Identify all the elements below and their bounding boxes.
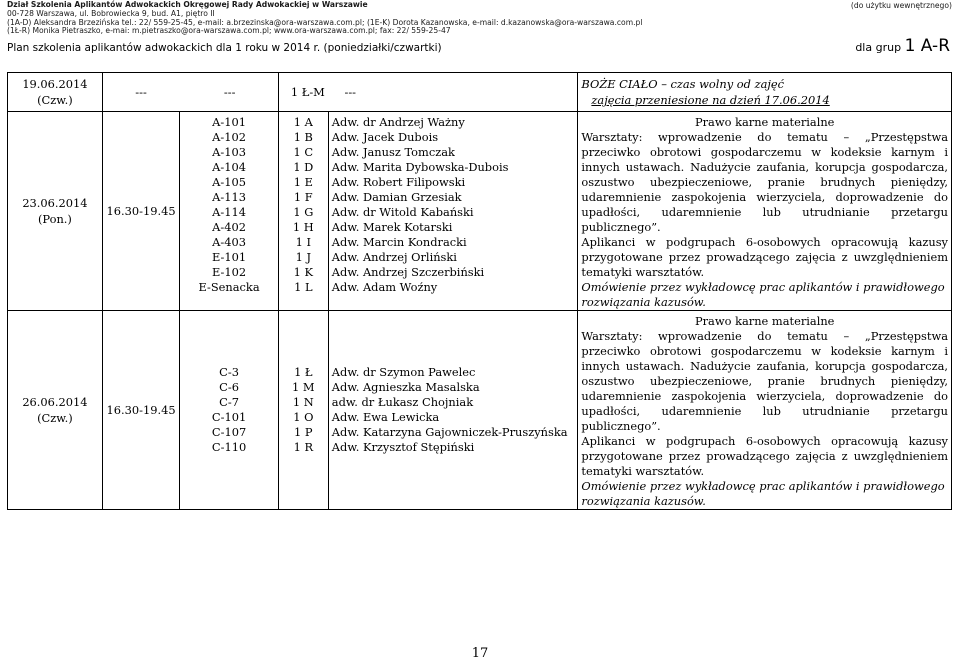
room: C-3 (219, 365, 239, 379)
lecturer: Adw. Robert Filipowski (331, 175, 466, 189)
group: 1 Ł (294, 365, 313, 379)
room: E-Senacka (198, 280, 260, 294)
office-header-line: (1Ł-R) Monika Pietraszko, e-mai: m.pietraszko@ora-warszawa.com.pl; www.ora-warszawa.com.pl; fax: 22/ 559-25-47 (7, 26, 451, 36)
lecturer: Adw. Ewa Lewicka (331, 410, 440, 424)
room: C-110 (211, 440, 247, 454)
topic-task: Aplikanci w podgrupach 6-osobowych opracowują kazusy przygotowane przez prowadzącego zajęcia z uwzględnieniem tematyki warsztatów. (581, 434, 948, 478)
group: 1 P (294, 425, 313, 439)
topic-cell (578, 311, 952, 510)
lecturer: Adw. Marcin Kondracki (331, 235, 467, 249)
time-room-cell (102, 73, 278, 112)
room: C-6 (219, 380, 239, 394)
group-label-value: 1 A-R (904, 36, 950, 56)
group: 1 H (292, 220, 314, 234)
group: 1 N (292, 395, 314, 409)
lecturer: Adw. Andrzej Orliński (331, 250, 457, 264)
room: C-107 (211, 425, 247, 439)
lecturer: Adw. Krzysztof Stępiński (331, 440, 475, 454)
lecturer: Adw. Damian Grzesiak (331, 190, 462, 204)
room: A-403 (212, 235, 246, 249)
lecturer: adw. dr Łukasz Chojniak (331, 395, 474, 409)
page-number: 17 (471, 646, 489, 661)
group: 1 O (293, 410, 314, 424)
lecturer: Adw. Marek Kotarski (331, 220, 453, 234)
lecturer: Adw. Marita Dybowska-Dubois (331, 160, 509, 174)
holiday-cell (578, 73, 952, 112)
topic-note: Omówienie przez wykładowcę prac aplikantów i prawidłowego rozwiązania kazusów. (581, 280, 945, 309)
room: A-402 (212, 220, 246, 234)
groups-cell (278, 311, 328, 510)
schedule-row (8, 311, 952, 510)
room: A-105 (212, 175, 246, 189)
group: 1 M (292, 380, 315, 394)
time-cell: 16.30-19.45 (102, 112, 179, 311)
lecturers-cell (328, 112, 578, 311)
lecturer: Adw. Katarzyna Gajowniczek-Pruszyńska (331, 425, 568, 439)
office-header (7, 1, 642, 36)
date-cell (8, 73, 103, 112)
room: A-114 (212, 205, 246, 219)
lecturer: Adw. Agnieszka Masalska (331, 380, 480, 394)
rooms-cell (180, 112, 279, 311)
weekday: (Czw.) (37, 93, 73, 107)
lecturer: Adw. dr Szymon Pawelec (331, 365, 476, 379)
lecturer-placeholder: --- (344, 85, 357, 99)
topic-description: Warsztaty: wprowadzenie do tematu – „Przestępstwa przeciwko obrotowi gospodarczemu w kodeksie karnym i innych ustawach. Nadużycie zaufania, korupcja gospodarcza, oszustwo ubezpieczeniowe, pranie brudnych pieniędzy, udaremnienie zaspokojenia wierzyciela, doprowadzenie do upadłości, udaremnienie lub utrudnianie przetargu publicznego”. (581, 130, 948, 234)
room: A-113 (212, 190, 246, 204)
group: 1 E (293, 175, 313, 189)
room: A-102 (212, 130, 246, 144)
plan-title: Plan szkolenia aplikantów adwokackich dla 1 roku w 2014 r. (poniedziałki/czwartki) (7, 42, 442, 54)
date: 19.06.2014 (22, 77, 88, 91)
schedule-row (8, 112, 952, 311)
lecturer: Adw. Janusz Tomczak (331, 145, 455, 159)
room-placeholder: --- (223, 85, 236, 99)
lecturer: Adw. Andrzej Szczerbiński (331, 265, 485, 279)
office-header-line: 00-728 Warszawa, ul. Bobrowiecka 9, bud. A1, piętro II (7, 8, 215, 18)
weekday: (Czw.) (37, 411, 73, 425)
room: A-101 (212, 115, 246, 129)
topic-title: Prawo karne materialne (694, 314, 835, 328)
group: 1 K (293, 265, 314, 279)
room: E-101 (212, 250, 247, 264)
date-cell (8, 112, 103, 311)
group: 1 D (293, 160, 314, 174)
time-cell: 16.30-19.45 (102, 311, 179, 510)
room: C-101 (211, 410, 247, 424)
group: 1 C (293, 145, 314, 159)
office-header-line: (1A-D) Aleksandra Brzezińska tel.: 22/ 559-25-45, e-mail: a.brzezinska@ora-warszawa.com.pl; (1E-K) Dorota Kazanowska, e-mail: d.kazanowska@ora-warszawa.com.pl (7, 17, 643, 27)
lecturers-cell (328, 311, 578, 510)
groups-cell (278, 112, 328, 311)
internal-use-note: (do użytku wewnętrznego) (850, 1, 952, 10)
room: C-7 (219, 395, 239, 409)
lecturer: Adw. Jacek Dubois (331, 130, 439, 144)
group: 1 R (293, 440, 314, 454)
date: 26.06.2014 (22, 395, 88, 409)
topic-description: Warsztaty: wprowadzenie do tematu – „Przestępstwa przeciwko obrotowi gospodarczemu w kodeksie karnym i innych ustawach. Nadużycie zaufania, korupcja gospodarcza, oszustwo ubezpieczeniowe, pranie brudnych pieniędzy, udaremnienie zaspokojenia wierzyciela, doprowadzenie do upadłości, udaremnienie lub utrudnianie przetargu publicznego”. (581, 329, 948, 433)
room: A-103 (212, 145, 246, 159)
group: 1 G (293, 205, 314, 219)
topic-task: Aplikanci w podgrupach 6-osobowych opracowują kazusy przygotowane przez prowadzącego zajęcia z uwzględnieniem tematyki warsztatów. (581, 235, 948, 279)
group: 1 B (293, 130, 313, 144)
group-label (855, 36, 950, 56)
topic-title: Prawo karne materialne (694, 115, 835, 129)
group: 1 A (293, 115, 313, 129)
room: E-102 (212, 265, 247, 279)
lecturer: Adw. Adam Woźny (331, 280, 438, 294)
group: 1 F (293, 190, 313, 204)
topic-note: Omówienie przez wykładowcę prac aplikantów i prawidłowego rozwiązania kazusów. (581, 479, 945, 508)
holiday-title: BOŻE CIAŁO – czas wolny od zajęć (581, 77, 785, 91)
group: 1 L (294, 280, 313, 294)
room: A-104 (212, 160, 246, 174)
topic-cell (578, 112, 952, 311)
group: 1 I (295, 235, 311, 249)
schedule-header-row (8, 73, 952, 112)
holiday-note: zajęcia przeniesione na dzień 17.06.2014 (591, 93, 830, 107)
group-label-prefix: dla grup (855, 41, 902, 54)
schedule-table (7, 72, 952, 510)
weekday: (Pon.) (37, 212, 72, 226)
office-header-line: Dział Szkolenia Aplikantów Adwokackich Okręgowej Rady Adwokackiej w Warszawie (7, 0, 368, 9)
date-cell (8, 311, 103, 510)
lecturer: Adw. dr Andrzej Ważny (331, 115, 465, 129)
group: 1 J (295, 250, 312, 264)
time-placeholder: --- (135, 85, 147, 99)
date: 23.06.2014 (22, 196, 88, 210)
lecturer: Adw. dr Witold Kabański (331, 205, 474, 219)
rooms-cell (180, 311, 279, 510)
group-value: 1 Ł-M (290, 85, 325, 99)
group-lecturer-cell (278, 73, 578, 112)
